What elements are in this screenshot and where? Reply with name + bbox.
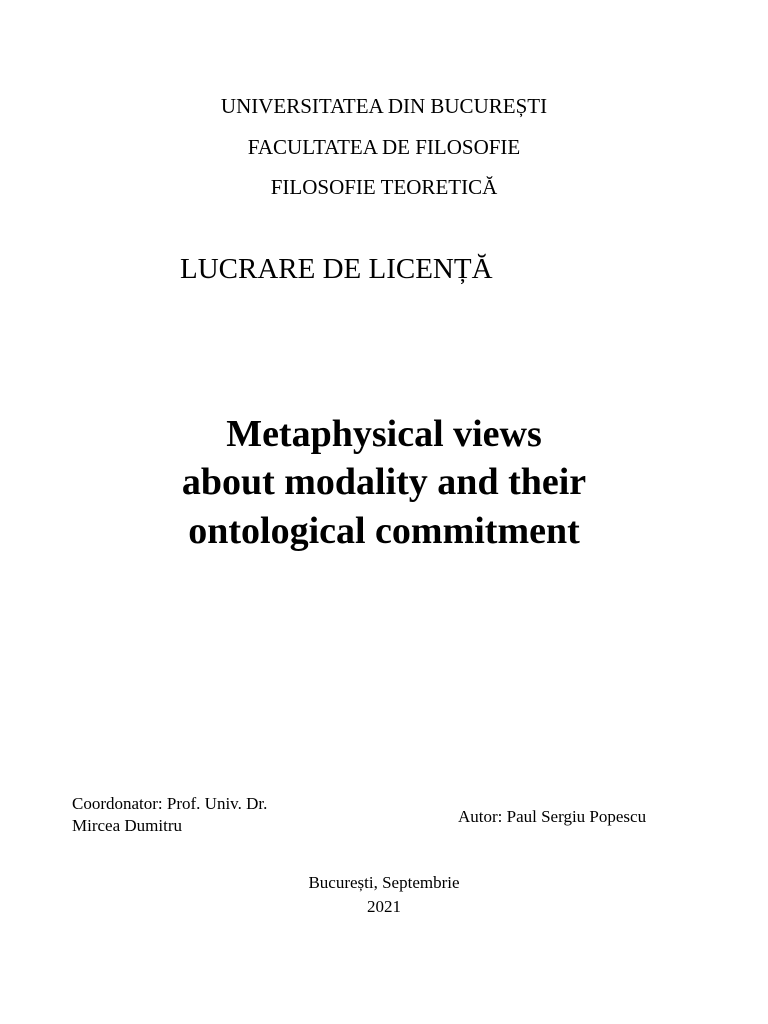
thesis-title-line-2: about modality and their	[181, 461, 587, 503]
place-date-line-2: 2021	[367, 897, 401, 916]
faculty-name: FACULTATEA DE FILOSOFIE	[247, 135, 521, 159]
place-date-line-1: București, Septembrie	[308, 873, 460, 892]
thesis-title-line-1: Metaphysical views	[226, 413, 542, 455]
thesis-title-line-3: ontological commitment	[188, 510, 580, 552]
university-name: UNIVERSITATEA DIN BUCUREȘTI	[220, 94, 548, 118]
author: Autor: Paul Sergiu Popescu	[458, 807, 647, 826]
coordinator-name: Mircea Dumitru	[72, 816, 182, 835]
thesis-type: LUCRARE DE LICENȚĂ	[180, 253, 493, 285]
coordinator-label: Coordonator: Prof. Univ. Dr.	[72, 794, 268, 813]
department-name: FILOSOFIE TEORETICĂ	[270, 175, 498, 199]
